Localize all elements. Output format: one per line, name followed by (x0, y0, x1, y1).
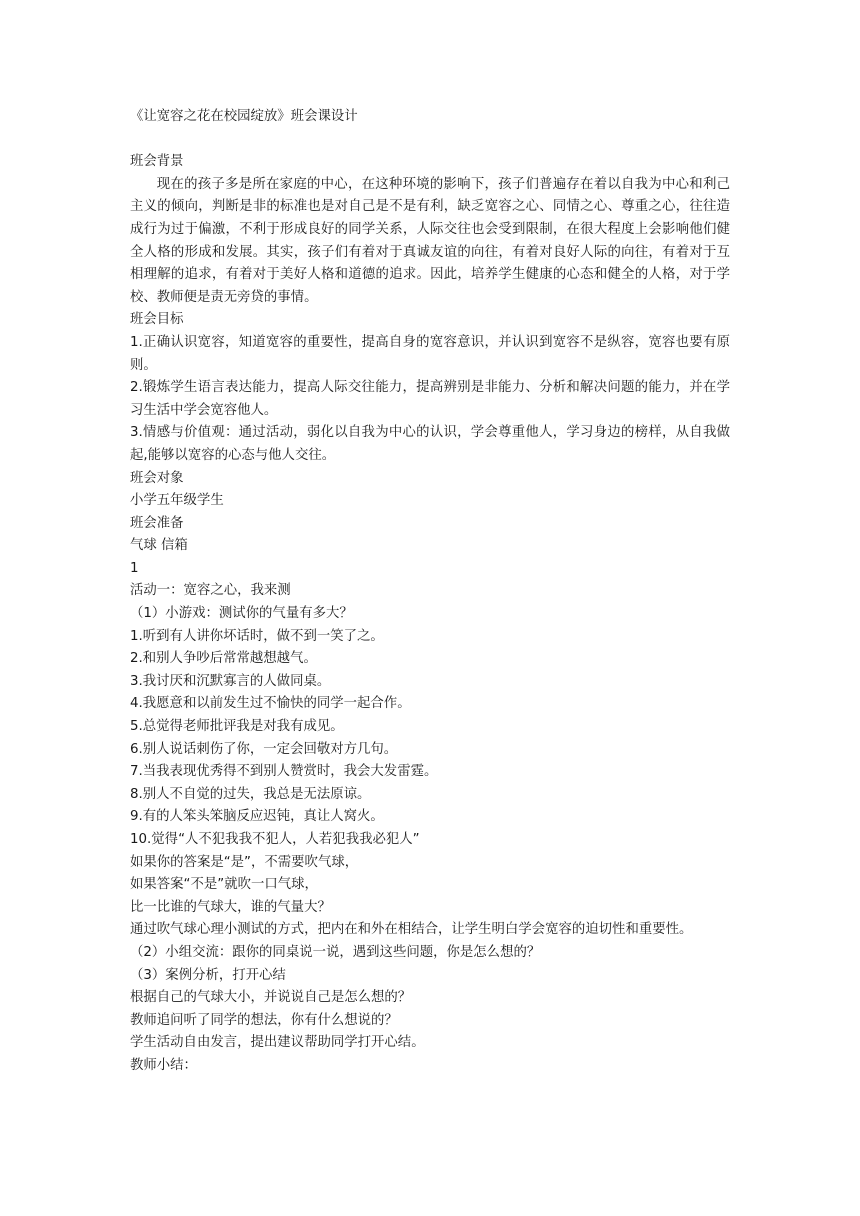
paragraph: 班会准备 (130, 515, 184, 531)
paragraph: （3）案例分析，打开心结 (130, 967, 286, 983)
paragraph: 根据自己的气球大小，并说说自己是怎么想的？ (130, 990, 412, 1006)
paragraph: 如果答案“不是”就吹一口气球， (130, 877, 318, 893)
paragraph: 9.有的人笨头笨脑反应迟钝，真让人窝火。 (130, 809, 384, 825)
paragraph: 气球 信箱 (130, 538, 188, 554)
paragraph: 3.情感与价值观：通过活动，弱化以自我为中心的认识，学会尊重他人，学习身边的榜样，从自我做起,能够以宽容的心态与他人交往。 (130, 425, 730, 463)
paragraph: 8.别人不自觉的过失，我总是无法原谅。 (130, 786, 371, 802)
paragraph: 1 (130, 560, 139, 576)
paragraph: 10.觉得“人不犯我我不犯人，人若犯我我必犯人” (130, 832, 420, 847)
paragraph: 2.和别人争吵后常常越想越气。 (130, 651, 317, 667)
paragraph: 教师追问听了同学的想法，你有什么想说的？ (130, 1012, 398, 1028)
paragraph: 学生活动自由发言，提出建议帮助同学打开心结。 (130, 1035, 425, 1051)
paragraph: 教师小结： (130, 1057, 197, 1073)
paragraph: 班会对象 (130, 470, 184, 486)
paragraph: （1）小游戏：测试你的气量有多大？ (130, 606, 353, 622)
paragraph: 比一比谁的气球大，谁的气量大？ (130, 899, 331, 915)
paragraph: 7.当我表现优秀得不到别人赞赏时，我会大发雷霆。 (130, 764, 438, 780)
paragraph: 小学五年级学生 (130, 493, 224, 509)
document-body (130, 106, 730, 1078)
paragraph: 现在的孩子多是所在家庭的中心，在这种环境的影响下，孩子们普遍存在着以自我为中心和利己主义的倾向，判断是非的标准也是对自己是不是有利，缺乏宽容之心、同情之心、尊重之心，往往造成行为过于偏激，不利于形成良好的同学关系，人际交往也会受到限制，在很大程度上会影响他们健全人格的形成和发展。其实，孩子们有着对于真诚友谊的向往，有着对良好人际的向往，有着对于互相理解的追求，有着对于美好人格和道德的追求。因此，培养学生健康的心态和健全的人格，对于学校、教师便是责无旁贷的事情。 (130, 176, 730, 305)
paragraph: 2.锻炼学生语言表达能力，提高人际交往能力，提高辨别是非能力、分析和解决问题的能力，并在学习生活中学会宽容他人。 (130, 380, 730, 418)
paragraph: 活动一：宽容之心，我来测 (130, 583, 291, 599)
paragraph: 班会目标 (130, 312, 184, 328)
paragraph: 5.总觉得老师批评我是对我有成见。 (130, 719, 344, 735)
document-title: 《让宽容之花在校园绽放》班会课设计 (130, 109, 358, 124)
paragraph: 通过吹气球心理小测试的方式，把内在和外在相结合，让学生明白学会宽容的迫切性和重要性。 (130, 922, 693, 938)
paragraph: 1.正确认识宽容，知道宽容的重要性，提高自身的宽容意识，并认识到宽容不是纵容，宽容也要有原则。 (130, 334, 730, 373)
paragraph: （2）小组交流：跟你的同桌说一说，遇到这些问题，你是怎么想的？ (130, 944, 541, 960)
paragraph: 3.我讨厌和沉默寡言的人做同桌。 (130, 673, 331, 689)
paragraph: 4.我愿意和以前发生过不愉快的同学一起合作。 (130, 696, 411, 712)
paragraph: 如果你的答案是“是”，不需要吹气球， (130, 854, 359, 870)
paragraph: 6.别人说话刺伤了你，一定会回敬对方几句。 (130, 741, 398, 757)
paragraph: 班会背景 (130, 154, 184, 170)
paragraph: 1.听到有人讲你坏话时，做不到一笑了之。 (130, 628, 384, 644)
paragraph-list (130, 151, 730, 1077)
